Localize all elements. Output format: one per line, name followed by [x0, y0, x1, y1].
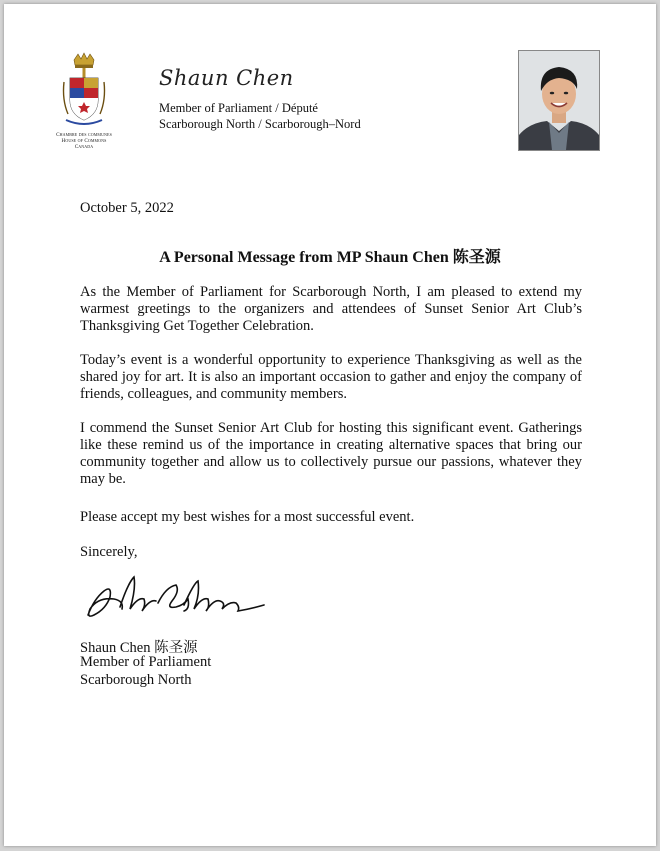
crest-caption-fr: Chambre des communes — [56, 132, 112, 138]
signatory-name: Shaun Chen 陈圣源 — [80, 640, 198, 656]
crest-icon — [60, 52, 108, 130]
crest-caption — [44, 132, 124, 150]
mp-portrait-photo — [518, 50, 600, 151]
signatory-riding: Scarborough North — [80, 672, 192, 688]
letter-paragraph: Please accept my best wishes for a most successful event. — [80, 509, 415, 525]
letterhead-riding: Scarborough North / Scarborough–Nord — [159, 117, 361, 131]
letter-salutation: Sincerely, — [80, 544, 138, 560]
house-of-commons-crest — [44, 52, 124, 162]
letter-title: A Personal Message from MP Shaun Chen 陈圣源 — [159, 249, 501, 266]
crest-caption-country: Canada — [74, 144, 94, 150]
crest-caption-en: House of Commons — [61, 138, 107, 144]
letter-paragraph: I commend the Sunset Senior Art Club for hosting this significant event. Gatherings like these remind us of the importance in creating alternative spaces that bring our community together and allow us to collectively pursue our passions, whatever they may be. — [80, 420, 582, 487]
letterhead-signature-name: Shaun Chen — [159, 66, 294, 90]
signatory-role: Member of Parliament — [80, 654, 212, 670]
handwritten-signature — [80, 569, 270, 625]
letterhead-title: Member of Parliament / Député — [159, 101, 318, 115]
letter-page — [4, 4, 656, 846]
portrait-icon — [519, 51, 599, 150]
letter-date: October 5, 2022 — [80, 200, 174, 216]
letter-paragraph: As the Member of Parliament for Scarborough North, I am pleased to extend my warmest greetings to the organizers and attendees of Sunset Senior Art Club’s Thanksgiving Get Together Celebration. — [80, 284, 582, 334]
letter-paragraph: Today’s event is a wonderful opportunity to experience Thanksgiving as well as the shared joy for art. It is also an important occasion to gather and enjoy the company of friends, colleagues, and community members. — [80, 352, 582, 402]
